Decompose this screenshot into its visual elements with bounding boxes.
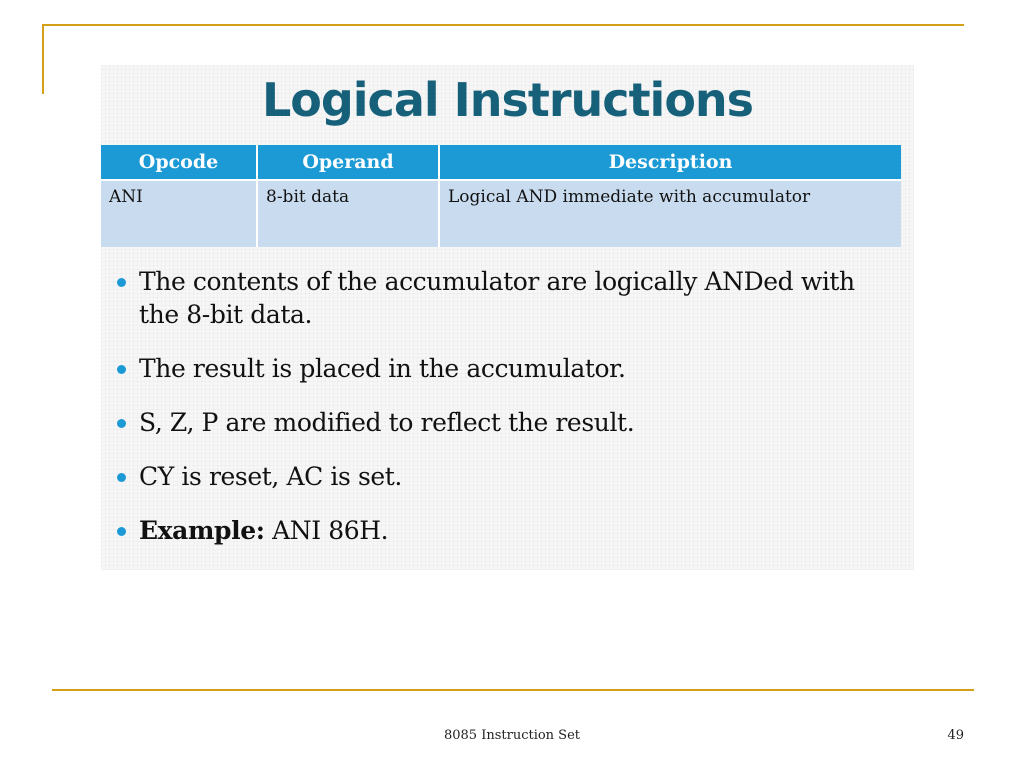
- header-opcode: Opcode: [101, 145, 257, 180]
- header-description: Description: [439, 145, 901, 180]
- table-header-row: [101, 145, 901, 180]
- cell-operand: 8-bit data: [257, 180, 439, 247]
- bullet-item: S, Z, P are modified to reflect the result.: [117, 406, 887, 439]
- page-number: 49: [947, 728, 964, 743]
- header-operand: Operand: [257, 145, 439, 180]
- bullet-item-example: [117, 514, 887, 547]
- bullet-item: The contents of the accumulator are logically ANDed with the 8-bit data.: [117, 265, 887, 331]
- instruction-table: [101, 145, 901, 247]
- slide-title: Logical Instructions: [261, 73, 754, 127]
- example-value: ANI 86H.: [264, 516, 389, 545]
- frame-left-line: [42, 24, 44, 94]
- slide-content-panel: [101, 65, 914, 570]
- frame-bottom-line: [52, 689, 974, 691]
- table-row: [101, 180, 901, 247]
- cell-description: Logical AND immediate with accumulator: [439, 180, 901, 247]
- bullet-list: [117, 265, 887, 568]
- frame-top-line: [42, 24, 964, 26]
- footer-title: 8085 Instruction Set: [443, 728, 581, 743]
- cell-opcode: ANI: [101, 180, 257, 247]
- example-label: Example:: [139, 516, 265, 545]
- bullet-item: The result is placed in the accumulator.: [117, 352, 887, 385]
- bullet-item: CY is reset, AC is set.: [117, 460, 887, 493]
